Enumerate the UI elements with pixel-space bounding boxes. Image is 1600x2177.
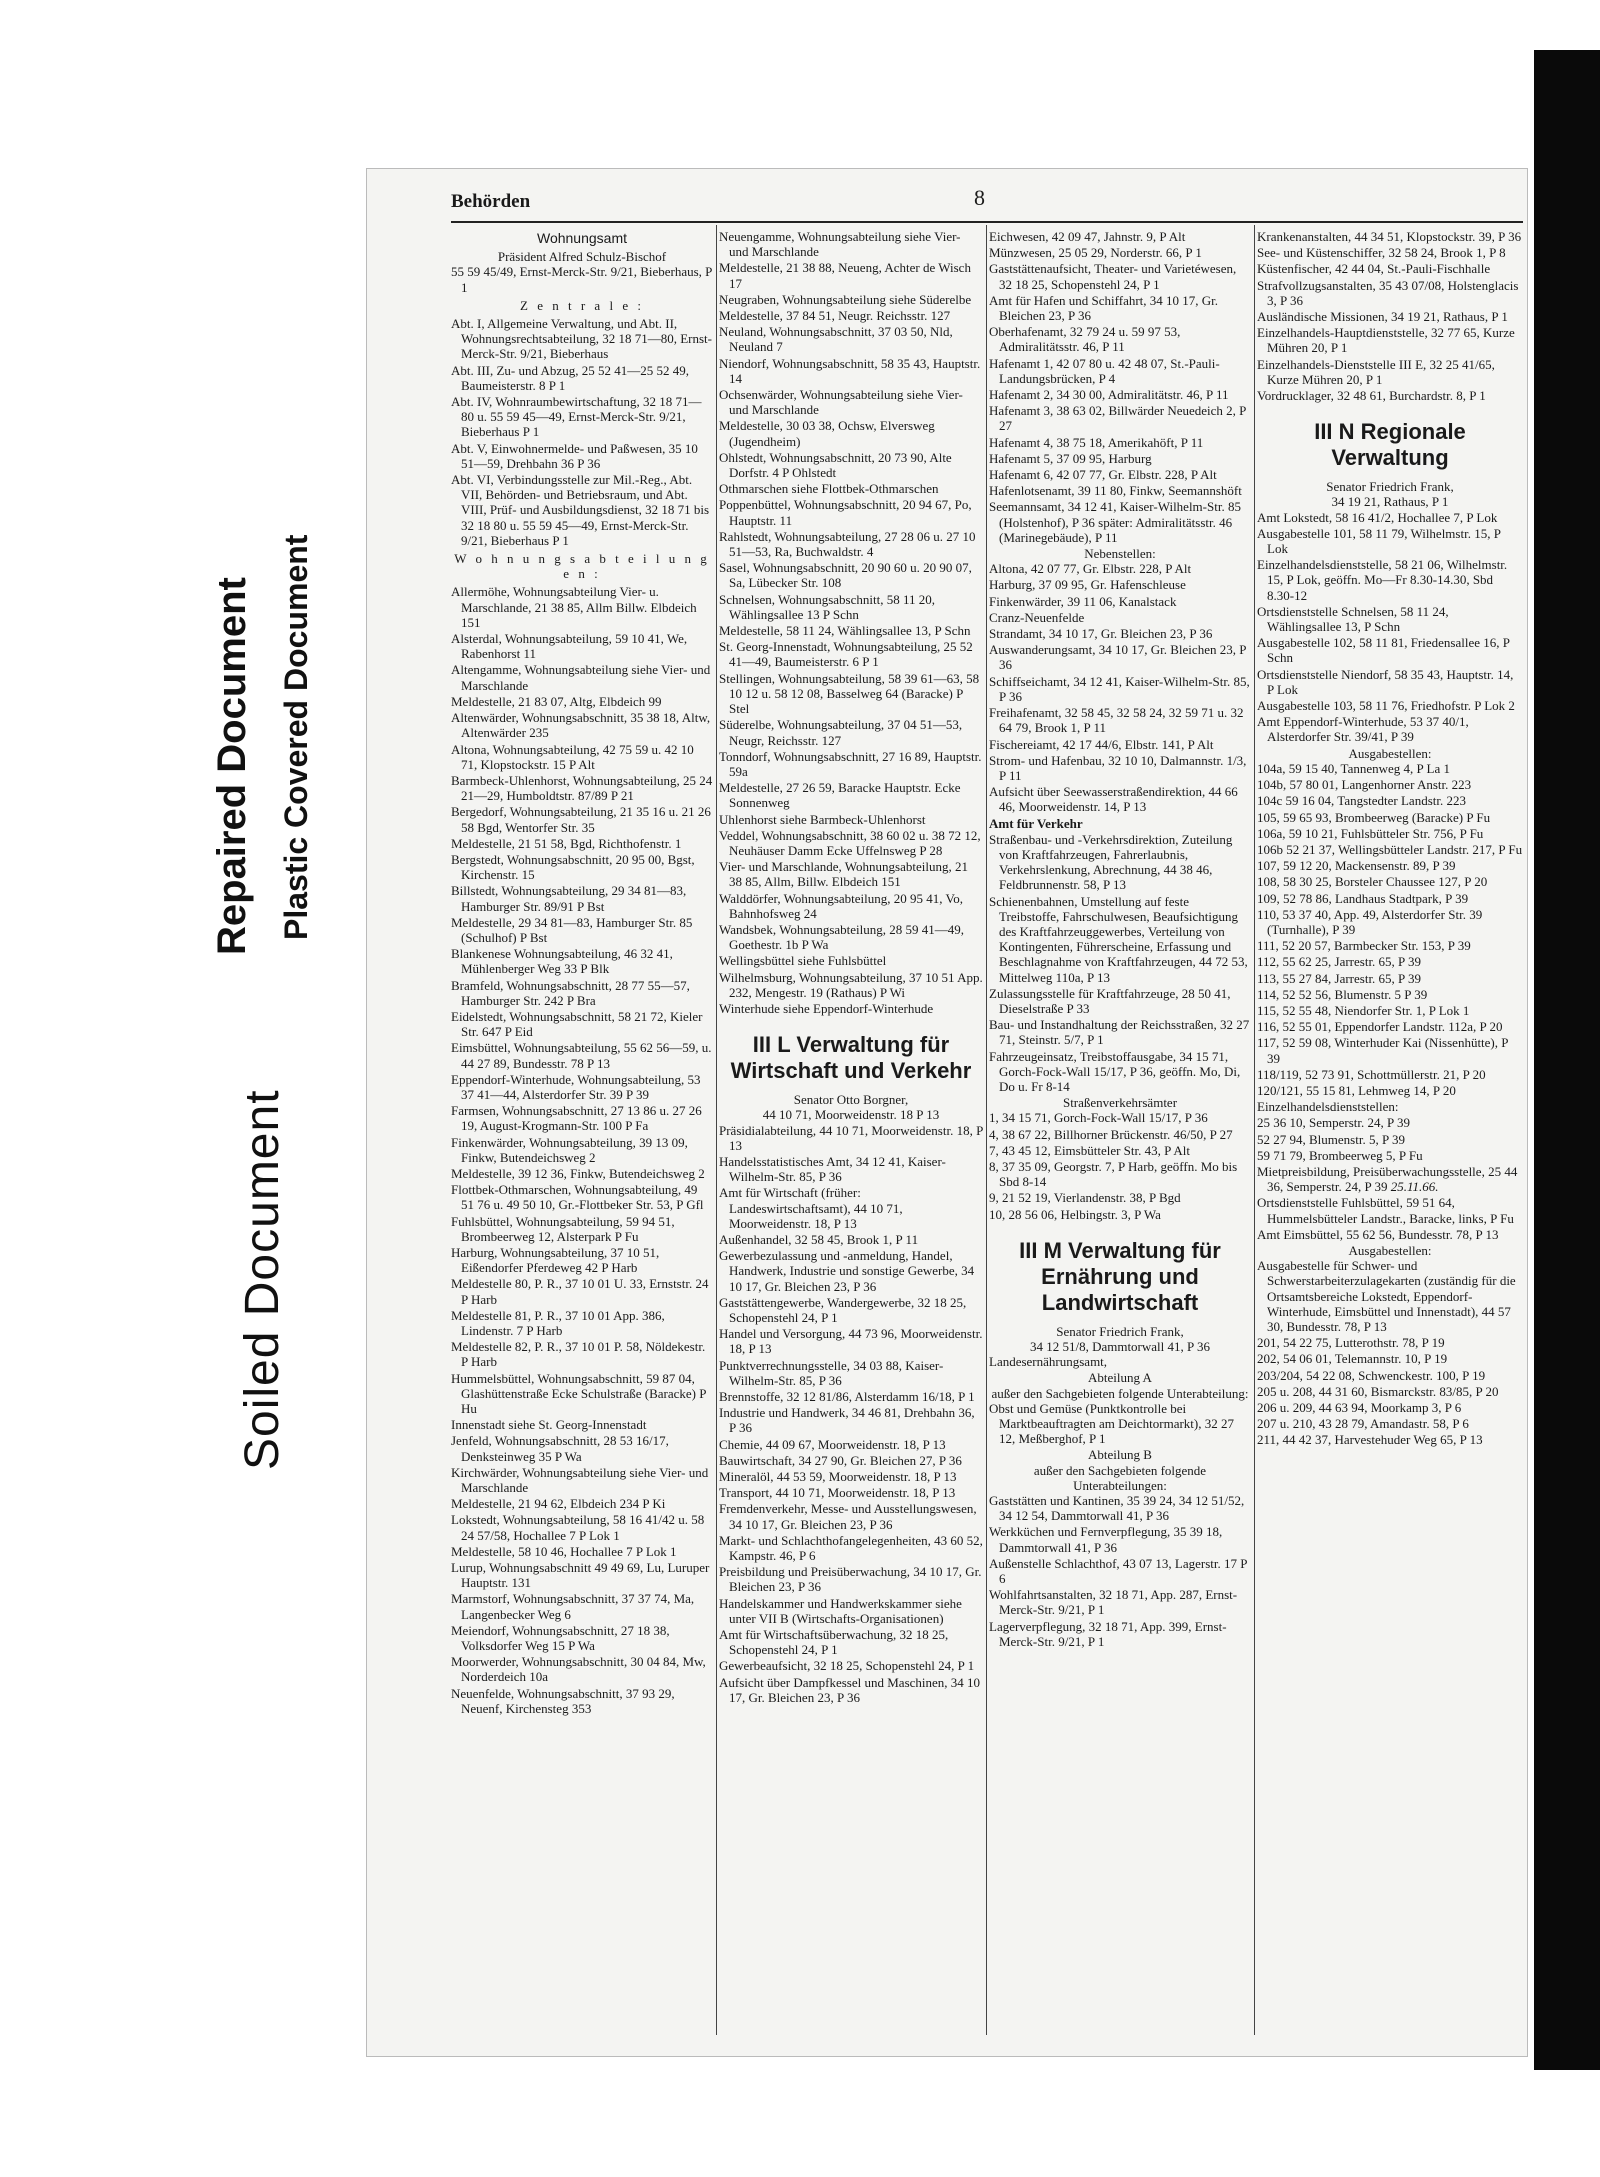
entry: 104b, 57 80 01, Langenhorner Anstr. 223 [1257,777,1472,793]
entry: Meldestelle, 30 03 38, Ochsw, Elversweg (Jugendheim) [719,418,935,449]
entry: Altona, Wohnungsabteilung, 42 75 59 u. 42 10 71, Klopstockstr. 15 P Alt [451,741,694,772]
entry: 59 71 79, Brombeerweg 5, P Fu [1257,1147,1423,1163]
entry: Vier- und Marschlande, Wohnungsabteilung, 21 38 85, Allm, Billw. Elbdeich 151 [719,859,968,890]
entry: Gewerbeaufsicht, 32 18 25, Schopenstehl 24, P 1 [719,1658,975,1674]
entry: Ortsdienststelle Schnelsen, 58 11 24, Wählingsallee 13, P Schn [1257,603,1449,635]
entry: Wellingsbüttel siehe Fuhlsbüttel [719,953,887,969]
entry: Präsidialabteilung, 44 10 71, Moorweidenstr. 18, P 13 [719,1122,983,1153]
entry: Meiendorf, Wohnungsabschnitt, 27 18 38, Volksdorfer Weg 15 P Wa [451,1622,670,1654]
column-3 [989,229,1251,2049]
entry: Gaststättengewerbe, Wandergewerbe, 32 18 25, Schopenstehl 24, P 1 [719,1294,967,1325]
entry: Bau- und Instandhaltung der Reichsstraßen, 32 27 71, Steinstr. 5/7, P 1 [989,1017,1250,1048]
entry: Brennstoffe, 32 12 81/86, Alsterdamm 16/18, P 1 [719,1389,975,1405]
entry: Rahlstedt, Wohnungsabteilung, 27 28 06 u. 27 10 51—53, Ra, Buchwaldstr. 4 [719,528,976,560]
entry: Tonndorf, Wohnungsabschnitt, 27 16 89, Hauptstr. 59a [719,748,982,779]
entry: Ausgabestelle 102, 58 11 81, Friedensallee 16, P Schn [1257,635,1510,666]
header-rule [451,221,1523,223]
entry: Wilhelmsburg, Wohnungsabteilung, 37 10 51 App. 232, Mengestr. 19 (Rathaus) P Wi [719,969,983,1000]
entry: Chemie, 44 09 67, Moorweidenstr. 18, P 13 [719,1436,946,1452]
entry: 110, 53 37 40, App. 49, Alsterdorfer Str. 39 (Turnhalle), P 39 [1257,906,1483,937]
entry: Außenhandel, 32 58 45, Brook 1, P 11 [719,1231,919,1247]
entry: Lokstedt, Wohnungsabteilung, 58 16 41/42 u. 58 24 57/58, Hochallee 7 P Lok 1 [451,1512,705,1543]
subheading: Abteilung A [1088,1370,1152,1386]
entry: Lagerverpflegung, 32 18 71, App. 399, Ernst-Merck-Str. 9/21, P 1 [989,1618,1227,1649]
entry: 205 u. 208, 44 31 60, Bismarckstr. 83/85, P 20 [1257,1383,1499,1399]
entry: Einzelhandelsdienststellen: [1257,1099,1399,1115]
entry: Meldestelle, 21 51 58, Bgd, Richthofenstr. 1 [451,835,682,851]
entry: 116, 52 55 01, Eppendorfer Landstr. 112a, P 20 [1257,1019,1503,1035]
entry: Flottbek-Othmarschen, Wohnungsabteilung, 49 51 76 u. 49 50 10, Gr.-Flottbeker Str. 53, P Gfl [451,1182,704,1213]
entry: Seemannsamt, 34 12 41, Kaiser-Wilhelm-Str. 85 (Holstenhof), P 36 später: Admiralitätsstr. 46 (Marinegebäude), P 11 [989,499,1241,545]
entry: 106a, 59 10 21, Fuhlsbütteler Str. 756, P Fu [1257,825,1484,841]
entry: Amt Eppendorf-Winterhude, 53 37 40/1, Alsterdorfer Str. 39/41, P 39 [1257,714,1469,745]
plastic-label: Plastic Covered Document [278,534,314,940]
subheading: Z e n t r a l e : [520,297,644,313]
entry: Ortsdienststelle Niendorf, 58 35 43, Hauptstr. 14, P Lok [1257,666,1514,697]
entry: Straßenbau- und -Verkehrsdirektion, Zuteilung von Kraftfahrzeugen, Fahrerlaubnis, Verkehrslenkung, Abrechnung, 44 38 46, Feldbrunnenstr. 58, P 13 [989,831,1233,893]
entry: Amt für Wirtschaftsüberwachung, 32 18 25, Schopenstehl 24, P 1 [719,1627,949,1658]
entry: 106b 52 21 37, Wellingsbütteler Landstr. 217, P Fu [1257,841,1523,857]
entry: Werkküchen und Fernverpflegung, 35 39 18, Dammtorwall 41, P 36 [989,1524,1223,1555]
entry: Strandamt, 34 10 17, Gr. Bleichen 23, P 36 [989,626,1213,642]
subheading: Straßenverkehrsämter [1062,1095,1178,1111]
entry: Allermöhe, Wohnungsabteilung Vier- u. Marschlande, 21 38 85, Allm Billw. Elbdeich 151 [451,584,697,630]
entry: 118/119, 52 73 91, Schottmüllerstr. 21, P 20 [1257,1066,1486,1082]
entry: Neuenfelde, Wohnungsabschnitt, 37 93 29, Neuenf, Kirchensteg 353 [451,1685,675,1716]
entry: 114, 52 52 56, Blumenstr. 5 P 39 [1257,986,1428,1002]
entry: Meldestelle 81, P. R., 37 10 01 App. 386, Lindenstr. 7 P Harb [451,1307,665,1339]
entry: außer den Sachgebieten folgende Unterabteilung: [991,1385,1249,1401]
entry: 104c 59 16 04, Tangstedter Landstr. 223 [1257,793,1466,809]
entry: Aufsicht über Seewasserstraßendirektion, 44 66 46, Moorweidenstr. 14, P 13 [989,784,1238,815]
entry: Punktverrechnungsstelle, 34 03 88, Kaiser-Wilhelm-Str. 85, P 36 [719,1357,944,1388]
entry: Neuengamme, Wohnungsabteilung siehe Vier- und Marschlande [719,229,961,260]
entry: 9, 21 52 19, Vierlandenstr. 38, P Bgd [989,1190,1181,1206]
entry: Einzelhandels-Dienststelle III E, 32 25 41/65, Kurze Mühren 20, P 1 [1257,356,1495,387]
entry: Meldestelle 80, P. R., 37 10 01 U. 33, Ernststr. 24 P Harb [451,1276,709,1307]
entry: Krankenanstalten, 44 34 51, Klopstockstr. 39, P 36 [1257,229,1522,244]
entry: Ausgabestelle 101, 58 11 79, Wilhelmstr. 15, P Lok [1257,525,1501,557]
entry: St. Georg-Innenstadt, Wohnungsabteilung, 25 52 41—49, Baumeisterstr. 6 P 1 [719,639,973,670]
column-4 [1257,229,1523,2049]
entry: Strafvollzugsanstalten, 35 43 07/08, Holstenglacis 3, P 36 [1257,277,1519,308]
subheading: Nebenstellen: [1084,546,1156,562]
entry: Eichwesen, 42 09 47, Jahnstr. 9, P Alt [989,229,1186,244]
entry: Hafenamt 6, 42 07 77, Gr. Elbstr. 228, P Alt [989,467,1217,483]
entry: Aufsicht über Dampfkessel und Maschinen, 34 10 17, Gr. Bleichen 23, P 36 [719,1674,981,1705]
entry: 105, 59 65 93, Brombeerweg (Baracke) P Fu [1257,809,1491,825]
entry: Markt- und Schlachthofangelegenheiten, 43 60 52, Kampstr. 46, P 6 [719,1532,983,1564]
entry: Präsident Alfred Schulz-Bischof [497,249,667,265]
entry: 112, 55 62 25, Jarrestr. 65, P 39 [1257,954,1422,970]
entry: Ausgabestelle 103, 58 11 76, Friedhofstr. P Lok 2 [1257,698,1515,714]
entry: 7, 43 45 12, Eimsbütteler Str. 43, P Alt [989,1142,1191,1158]
entry: 206 u. 209, 44 63 94, Moorkamp 3, P 6 [1257,1400,1462,1416]
department-heading: III M Verwaltung für Ernährung und Landwirtschaft [1019,1237,1221,1315]
entry: Meldestelle, 58 11 24, Wählingsallee 13, P Schn [719,623,971,639]
entry: Blankenese Wohnungsabteilung, 46 32 41, Mühlenberger Weg 33 P Blk [451,946,673,977]
entry: Sasel, Wohnungsabschnitt, 20 90 60 u. 20 90 07, Sa, Lübecker Str. 108 [719,560,972,591]
entry: Harburg, Wohnungsabteilung, 37 10 51, Eißendorfer Pferdeweg 42 P Harb [451,1245,660,1276]
entry [1257,1164,1523,1194]
entry: Marmstorf, Wohnungsabschnitt, 37 37 74, Ma, Langenbecker Weg 6 [451,1591,695,1622]
entry: Hummelsbüttel, Wohnungsabschnitt, 59 87 04, Glashüttenstraße Ecke Schulstraße (Baracke) P Hu [451,1370,706,1417]
entry: 108, 58 30 25, Borsteler Chaussee 127, P 20 [1257,874,1488,890]
entry: Gaststätten und Kantinen, 35 39 24, 34 12 51/52, 34 12 54, Dammtorwall 41, P 36 [989,1493,1245,1524]
entry: Landesernährungsamt, [989,1354,1108,1370]
entry: Abt. VI, Verbindungsstelle zur Mil.-Reg., Abt. VII, Behörden- und Betriebsraum, und Abt. VIII, Prüf- und Ausbildungsdienst, 32 18 71 bis 32 18 80 u. 55 59 45—49, Ernst-Merck-Str. 9/21, Bieberhaus P 1 [451,472,710,548]
entry: Meldestelle, 21 83 07, Altg, Elbdeich 99 [451,693,662,709]
directory-page [366,168,1528,2057]
entry: Meldestelle, 37 84 51, Neugr. Reichsstr. 127 [719,308,951,324]
entry: Ausländische Missionen, 34 19 21, Rathaus, P 1 [1257,309,1508,325]
entry: Alsterdal, Wohnungsabteilung, 59 10 41, We, Rabenhorst 11 [451,631,688,662]
entry: Hafenamt 3, 38 63 02, Billwärder Neuedeich 2, P 27 [989,403,1246,434]
soiled-label: Soiled Document [236,1089,289,1470]
entry: Wandsbek, Wohnungsabteilung, 28 59 41—49, Goethestr. 1b P Wa [719,921,965,953]
entry: Ohlstedt, Wohnungsabschnitt, 20 73 90, Alte Dorfstr. 4 P Ohlstedt [719,449,952,481]
entry: Bergstedt, Wohnungsabschnitt, 20 95 00, Bgst, Kirchenstr. 15 [451,851,695,883]
entry: Barmbeck-Uhlenhorst, Wohnungsabteilung, 25 24 21—29, Humboldtstr. 87/89 P 21 [451,772,713,804]
entry: Stellingen, Wohnungsabteilung, 58 39 61—63, 58 10 12 u. 58 12 08, Basselweg 64 (Baracke) P Stel [719,670,980,717]
entry: Schiffseichamt, 34 12 41, Kaiser-Wilhelm-Str. 85, P 36 [989,673,1250,704]
entry: Abt. III, Zu- und Abzug, 25 52 41—25 52 49, Baumeisterstr. 8 P 1 [451,362,689,393]
department-heading: III N Regionale Verwaltung [1314,419,1466,471]
scan-dark-edge [1534,50,1600,2070]
page-number: 8 [974,185,985,210]
entry: Hafenamt 5, 37 09 95, Harburg [989,450,1152,466]
entry: Neugraben, Wohnungsabteilung siehe Süderelbe [719,291,972,307]
entry: Eppendorf-Winterhude, Wohnungsabteilung, 53 37 41—44, Alsterdorfer Str. 39 P 39 [451,1071,701,1102]
top-border [0,0,1600,50]
entry: Abt. IV, Wohnraumbewirtschaftung, 32 18 71—80 u. 55 59 45—49, Ernst-Merck-Str. 9/21, Bieberhaus P 1 [451,394,702,440]
entry: Fischereiamt, 42 17 44/6, Elbstr. 141, P Alt [989,736,1214,752]
entry: Ausgabestelle für Schwer- und Schwerstarbeiterzulagekarten (zuständig für die Ortsamtsbereiche Lokstedt, Eppendorf-Winterhude, Eimsbüttel und Innenstadt), 44 57 30, Bundesstr. 78, P 13 [1257,1258,1516,1334]
subheading: Abteilung B [1088,1447,1152,1463]
entry: Abt. I, Allgemeine Verwaltung, und Abt. II, Wohnungsrechtsabteilung, 32 18 71—80, Ernst-Merck-Str. 9/21, Bieberhaus [451,316,712,362]
entry: Farmsen, Wohnungsabschnitt, 27 13 86 u. 27 26 19, August-Krogmann-Str. 100 P Fa [451,1103,702,1134]
entry: Schienenbahnen, Umstellung auf feste Treibstoffe, Fahrschulwesen, Beaufsichtigung des Kraftfahrzeuggewerbes, Verteilung von Kontingenten, Führerscheine, Erfassung und Beschlagnahme von Kraftfahrzeugen, 44 72 53, Mittelweg 110a, P 13 [989,893,1248,985]
entry: Handel und Versorgung, 44 73 96, Moorweidenstr. 18, P 13 [719,1326,983,1357]
entry: Neuland, Wohnungsabschnitt, 37 03 50, Nld, Neuland 7 [719,324,953,355]
handwritten-note: 25.11.66. [1390,1179,1439,1195]
entry: Altona, 42 07 77, Gr. Elbstr. 228, P Alt [989,561,1192,577]
entry: Jenfeld, Wohnungsabschnitt, 28 53 16/17, Denksteinweg 35 P Wa [451,1433,669,1464]
entry: Amt Lokstedt, 58 16 41/2, Hochallee 7, P Lok [1257,509,1498,525]
entry: Gaststättenaufsicht, Theater- und Varietéwesen, 32 18 25, Schopenstehl 24, P 1 [989,261,1237,292]
entry: Finkenwärder, 39 11 06, Kanalstack [989,593,1177,609]
entry: Altengamme, Wohnungsabteilung siehe Vier- und Marschlande [451,662,711,693]
section-title: Behörden [451,191,531,212]
entry: Ochsenwärder, Wohnungsabteilung siehe Vier- und Marschlande [719,387,963,418]
entry: Winterhude siehe Eppendorf-Winterhude [719,1000,934,1016]
entry: Poppenbüttel, Wohnungsabschnitt, 20 94 67, Po, Hauptstr. 11 [719,497,972,528]
entry: Uhlenhorst siehe Barmbeck-Uhlenhorst [719,811,926,827]
entry: Meldestelle, 21 38 88, Neueng, Achter de Wisch 17 [719,260,971,291]
entry: 207 u. 210, 43 28 79, Amandastr. 58, P 6 [1257,1416,1469,1432]
entry: 34 12 51/8, Dammtorwall 41, P 36 [1029,1339,1211,1354]
entry: Fuhlsbüttel, Wohnungsabteilung, 59 94 51, Brombeerweg 12, Alsterpark P Fu [451,1213,675,1244]
entry: Kirchwärder, Wohnungsabteilung siehe Vier- und Marschlande [451,1464,709,1496]
entry: Handelsstatistisches Amt, 34 12 41, Kaiser-Wilhelm-Str. 85, P 36 [719,1153,946,1185]
subheading: Ausgabestellen: [1348,1242,1432,1258]
entry: Obst und Gemüse (Punktkontrolle bei Marktbeauftragten am Deichtormarkt), 32 27 12, Meßberghof, P 1 [989,1400,1234,1447]
entry: Niendorf, Wohnungsabschnitt, 58 35 43, Hauptstr. 14 [719,355,981,386]
entry: Vordrucklager, 32 48 61, Burchardstr. 8, P 1 [1257,388,1486,404]
entry: 25 36 10, Semperstr. 24, P 39 [1257,1115,1410,1131]
entry: Moorwerder, Wohnungsabschnitt, 30 04 84, Mw, Norderdeich 10a [451,1654,706,1685]
entry: Senator Friedrich Frank, [1326,479,1454,495]
entry: Hafenamt 1, 42 07 80 u. 42 48 07, St.-Pauli-Landungsbrücken, P 4 [989,355,1220,386]
entry: Schnelsen, Wohnungsabschnitt, 58 11 20, Wählingsallee 13 P Schn [719,591,935,622]
entry: Zulassungsstelle für Kraftfahrzeuge, 28 50 41, Dieselstraße P 33 [989,985,1231,1016]
entry: Meldestelle 82, P. R., 37 10 01 P. 58, Nöldekestr. P Harb [451,1339,706,1370]
entry: Hafenamt 2, 34 30 00, Admiralitätstr. 46, P 11 [989,387,1229,403]
entry: 10, 28 56 06, Helbingstr. 3, P Wa [989,1206,1161,1222]
entry: Abt. V, Einwohnermelde- und Paßwesen, 35 10 51—59, Drehbahn 36 P 36 [451,440,698,471]
entry: Fremdenverkehr, Messe- und Ausstellungswesen, 34 10 17, Gr. Bleichen 23, P 36 [719,1501,977,1532]
entry: Senator Otto Borgner, [793,1092,909,1108]
entry: 117, 52 59 08, Winterhuder Kai (Nissenhütte), P 39 [1257,1035,1509,1066]
subheading: Amt für Verkehr [989,815,1083,831]
entry: Preisbildung und Preisüberwachung, 34 10 17, Gr. Bleichen 23, P 36 [719,1564,982,1595]
entry: Meldestelle, 27 26 59, Baracke Hauptstr. Ecke Sonnenweg [719,780,961,811]
entry: 4, 38 67 22, Billhorner Brückenstr. 46/50, P 27 [989,1126,1233,1142]
entry: Süderelbe, Wohnungsabteilung, 37 04 51—53, Neugr, Reichsstr. 127 [719,717,963,748]
entry: Meldestelle, 58 10 46, Hochallee 7 P Lok 1 [451,1543,677,1559]
entry: 109, 52 78 86, Landhaus Stadtpark, P 39 [1257,890,1469,906]
entry: Altenwärder, Wohnungsabschnitt, 35 38 18, Altw, Altenwärder 235 [451,710,711,741]
entry: Auswanderungsamt, 34 10 17, Gr. Bleichen 23, P 36 [989,642,1246,673]
entry: Oberhafenamt, 32 79 24 u. 59 97 53, Admiralitätsstr. 46, P 11 [989,324,1181,355]
entry: Veddel, Wohnungsabschnitt, 38 60 02 u. 38 72 12, Neuhäuser Damm Ecke Uffelnsweg P 28 [719,827,981,858]
department-heading: III L Verwaltung für Wirtschaft und Verkehr [730,1032,972,1084]
page-header [451,185,1471,215]
entry: 34 19 21, Rathaus, P 1 [1331,494,1449,510]
entry: Küstenfischer, 42 44 04, St.-Pauli-Fischhalle [1257,261,1491,277]
entry: Cranz-Neuenfelde [989,609,1085,625]
entry: Einzelhandels-Hauptdienststelle, 32 77 65, Kurze Mühren 20, P 1 [1257,325,1515,356]
entry: Hafenlotsenamt, 39 11 80, Finkw, Seemannshöft [989,483,1242,499]
entry-text: Mietpreisbildung, Preisüberwachungsstelle, 25 44 36, Semperstr. 24, P 39 [1257,1163,1518,1195]
entry: Senator Friedrich Frank, [1056,1323,1184,1339]
entry: 202, 54 06 01, Telemannstr. 10, P 19 [1257,1351,1448,1367]
entry: 113, 55 27 84, Jarrestr. 65, P 39 [1257,970,1422,986]
repaired-label: Repaired Document [210,577,254,955]
entry: Industrie und Handwerk, 34 46 81, Drehbahn 36, P 36 [719,1405,975,1436]
entry: Gewerbezulassung und -anmeldung, Handel, Handwerk, Industrie und sonstige Gewerbe, 34 10 17, Gr. Bleichen 23, P 36 [719,1248,975,1294]
entry: Lurup, Wohnungsabschnitt 49 49 69, Lu, Luruper Hauptstr. 131 [451,1560,710,1591]
entry: Freihafenamt, 32 58 45, 32 58 24, 32 59 71 u. 32 64 79, Brook 1, P 11 [989,705,1244,736]
entry: Amt für Hafen und Schiffahrt, 34 10 17, Gr. Bleichen 23, P 36 [989,292,1219,324]
entry: Transport, 44 10 71, Moorweidenstr. 18, P 13 [719,1485,956,1501]
entry: Hafenamt 4, 38 75 18, Amerikahöft, P 11 [989,434,1204,450]
entry: Eimsbüttel, Wohnungsabteilung, 55 62 56—59, u. 44 27 89, Bundesstr. 78 P 13 [451,1040,712,1071]
column-divider [1254,225,1255,2035]
entry: Strom- und Hafenbau, 32 10 10, Dalmannstr. 1/3, P 11 [989,752,1247,783]
entry: 111, 52 20 57, Barmbecker Str. 153, P 39 [1257,938,1471,954]
entry: Bauwirtschaft, 34 27 90, Gr. Bleichen 27, P 36 [719,1452,962,1468]
entry: Meldestelle, 39 12 36, Finkw, Butendeichsweg 2 [451,1165,705,1181]
entry: 211, 44 42 37, Harvestehuder Weg 65, P 13 [1257,1432,1483,1448]
entry: Walddörfer, Wohnungsabteilung, 20 95 41, Vo, Bahnhofsweg 24 [719,890,964,921]
entry: 203/204, 54 22 08, Schwenckestr. 100, P 19 [1257,1367,1486,1383]
column-2 [719,229,983,2049]
subheading: W o h n u n g s a b t e i l u n g e n : [454,551,710,582]
entry: Amt für Wirtschaft (früher: Landeswirtschaftsamt), 44 10 71, Moorweidenstr. 18, P 13 [719,1185,903,1231]
entry: Billstedt, Wohnungsabteilung, 29 34 81—83, Hamburger Str. 89/91 P Bst [451,883,687,914]
entry: 115, 52 55 48, Niendorfer Str. 1, P Lok 1 [1257,1002,1470,1018]
entry: Mineralöl, 44 53 59, Moorweidenstr. 18, P 13 [719,1469,957,1485]
entry: 1, 34 15 71, Gorch-Fock-Wall 15/17, P 36 [989,1110,1208,1126]
entry: Bergedorf, Wohnungsabteilung, 21 35 16 u. 21 26 58 Bgd, Wentorfer Str. 35 [451,804,711,835]
entry: 201, 54 22 75, Lutterothstr. 78, P 19 [1257,1335,1445,1351]
column-1 [451,229,713,2049]
entry: Außenstelle Schlachthof, 43 07 13, Lagerstr. 17 P 6 [989,1555,1248,1587]
entry: See- und Küstenschiffer, 32 58 24, Brook 1, P 8 [1257,245,1506,261]
section-heading: Wohnungsamt [536,230,627,246]
condition-labels [190,430,360,1630]
entry: Bramfeld, Wohnungsabschnitt, 28 77 55—57, Hamburger Str. 242 P Bra [451,977,690,1008]
entry: außer den Sachgebieten folgende Unterabteilungen: [1033,1462,1207,1493]
entry: Finkenwärder, Wohnungsabteilung, 39 13 09, Finkw, Butendeichsweg 2 [451,1134,688,1165]
entry: Fahrzeugeinsatz, Treibstoffausgabe, 34 15 71, Gorch-Fock-Wall 15/17, P 36, geöffn. Mo, Di, Do u. Fr 8-14 [989,1048,1241,1094]
entry: Meldestelle, 21 94 62, Elbdeich 234 P Ki [451,1496,666,1512]
entry: 44 10 71, Moorweidenstr. 18 P 13 [762,1107,940,1123]
entry: Eidelstedt, Wohnungsabschnitt, 58 21 72, Kieler Str. 647 P Eid [451,1008,703,1040]
entry: 8, 37 35 09, Georgstr. 7, P Harb, geöffn. Mo bis Sbd 8-14 [989,1158,1238,1190]
entry: Meldestelle, 29 34 81—83, Hamburger Str. 85 (Schulhof) P Bst [451,914,693,945]
entry: Münzwesen, 25 05 29, Norderstr. 66, P 1 [989,245,1202,261]
entry: Handelskammer und Handwerkskammer siehe unter VII B (Wirtschafts-Organisationen) [719,1595,962,1626]
subheading: Ausgabestellen: [1348,745,1432,761]
entry: 107, 59 12 20, Mackensenstr. 89, P 39 [1257,858,1456,874]
entry: 120/121, 55 15 81, Lehmweg 14, P 20 [1257,1082,1456,1098]
column-divider [986,225,987,2035]
entry: Harburg, 37 09 95, Gr. Hafenschleuse [989,577,1186,593]
column-divider [716,225,717,2035]
entry: Othmarschen siehe Flottbek-Othmarschen [719,481,939,497]
entry: 55 59 45/49, Ernst-Merck-Str. 9/21, Bieberhaus, P 1 [451,264,712,295]
entry: Ortsdienststelle Fuhlsbüttel, 59 51 64, Hummelsbütteler Landstr., Baracke, links, P Fu [1257,1195,1514,1226]
entry: Einzelhandelsdienststelle, 58 21 06, Wilhelmstr. 15, P Lok, geöffn. Mo—Fr 8.30-14.30, Sbd 8.30-12 [1257,557,1508,603]
entry: 104a, 59 15 40, Tannenweg 4, P La 1 [1257,760,1450,776]
entry: 52 27 94, Blumenstr. 5, P 39 [1257,1131,1405,1147]
entry: Amt Eimsbüttel, 55 62 56, Bundesstr. 78, P 13 [1257,1226,1499,1242]
entry: Innenstadt siehe St. Georg-Innenstadt [451,1417,647,1433]
entry: Wohlfahrtsanstalten, 32 18 71, App. 287, Ernst-Merck-Str. 9/21, P 1 [989,1587,1238,1618]
